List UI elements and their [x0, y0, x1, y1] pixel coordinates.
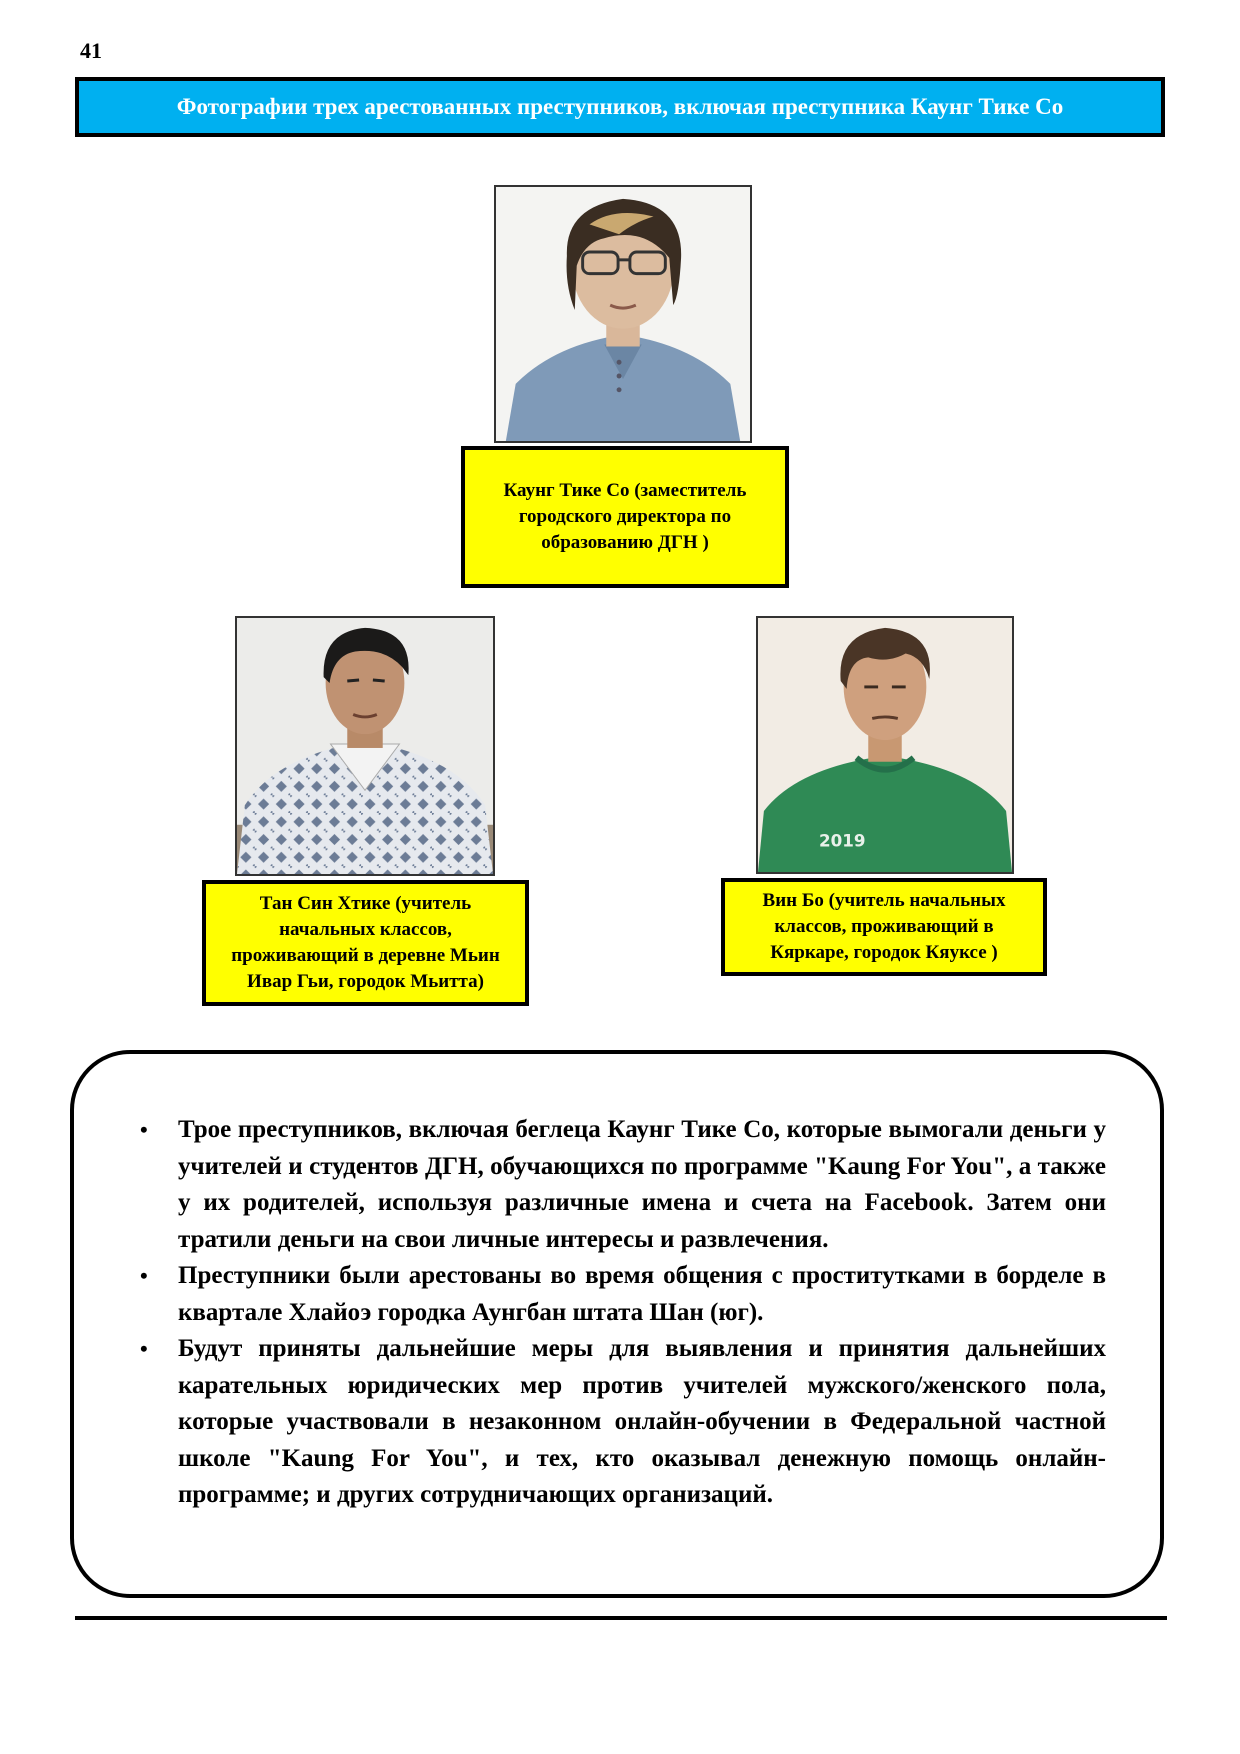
list-item-text: Преступники были арестованы во время общения с проститутками в борделе в квартале Хлайоэ городка Аунгбан штата Шан (юг).	[178, 1262, 1106, 1326]
bullet-list	[140, 1112, 1106, 1514]
list-item	[140, 1112, 1106, 1258]
page-number: 41	[80, 38, 102, 63]
title-banner	[75, 77, 1165, 137]
page-title: Фотографии трех арестованных преступников, включая преступника Каунг Тике Со	[176, 94, 1064, 119]
photo-win-bo	[756, 616, 1014, 874]
bullet-icon: •	[140, 1336, 148, 1361]
portrait-win-bo	[758, 618, 1012, 872]
info-box	[70, 1050, 1164, 1598]
list-item	[140, 1258, 1106, 1331]
list-item-text: Трое преступников, включая беглеца Каунг Тике Со, которые вымогали деньги у учителей и студентов ДГН, обучающихся по программе "Kaung For You", а также у их родителей, используя различные имена и счета на Facebook. Затем они тратили деньги на свои личные интересы и развлечения.	[178, 1116, 1106, 1253]
portrait-than-sin-htike	[237, 618, 493, 874]
list-item-text: Будут приняты дальнейшие меры для выявления и принятия дальнейших карательных юридических мер против учителей мужского/женского пола, которые участвовали в незаконном онлайн-обучении в Федеральной частной школе "Kaung For You", и тех, кто оказывал денежную помощь онлайн-программе; и других сотрудничающих организаций.	[178, 1335, 1106, 1508]
photo-kaung-tike-so	[494, 185, 752, 443]
photo-than-sin-htike	[235, 616, 495, 876]
list-item	[140, 1331, 1106, 1514]
bottom-divider	[75, 1616, 1167, 1620]
caption-win-bo: Вин Бо (учитель начальных классов, проживающий в Кяркаре, городок Кяуксе )	[721, 878, 1047, 976]
bullet-icon: •	[140, 1263, 148, 1288]
portrait-kaung-tike-so	[496, 187, 750, 441]
caption-kaung-tike-so: Каунг Тике Со (заместитель городского директора по образованию ДГН )	[461, 446, 789, 588]
caption-than-sin-htike: Тан Син Хтике (учитель начальных классов, проживающий в деревне Мьин Ивар Гьи, городок Мьитта)	[202, 880, 529, 1006]
shirt-print: 2019	[819, 830, 866, 851]
bullet-icon: •	[140, 1117, 148, 1142]
